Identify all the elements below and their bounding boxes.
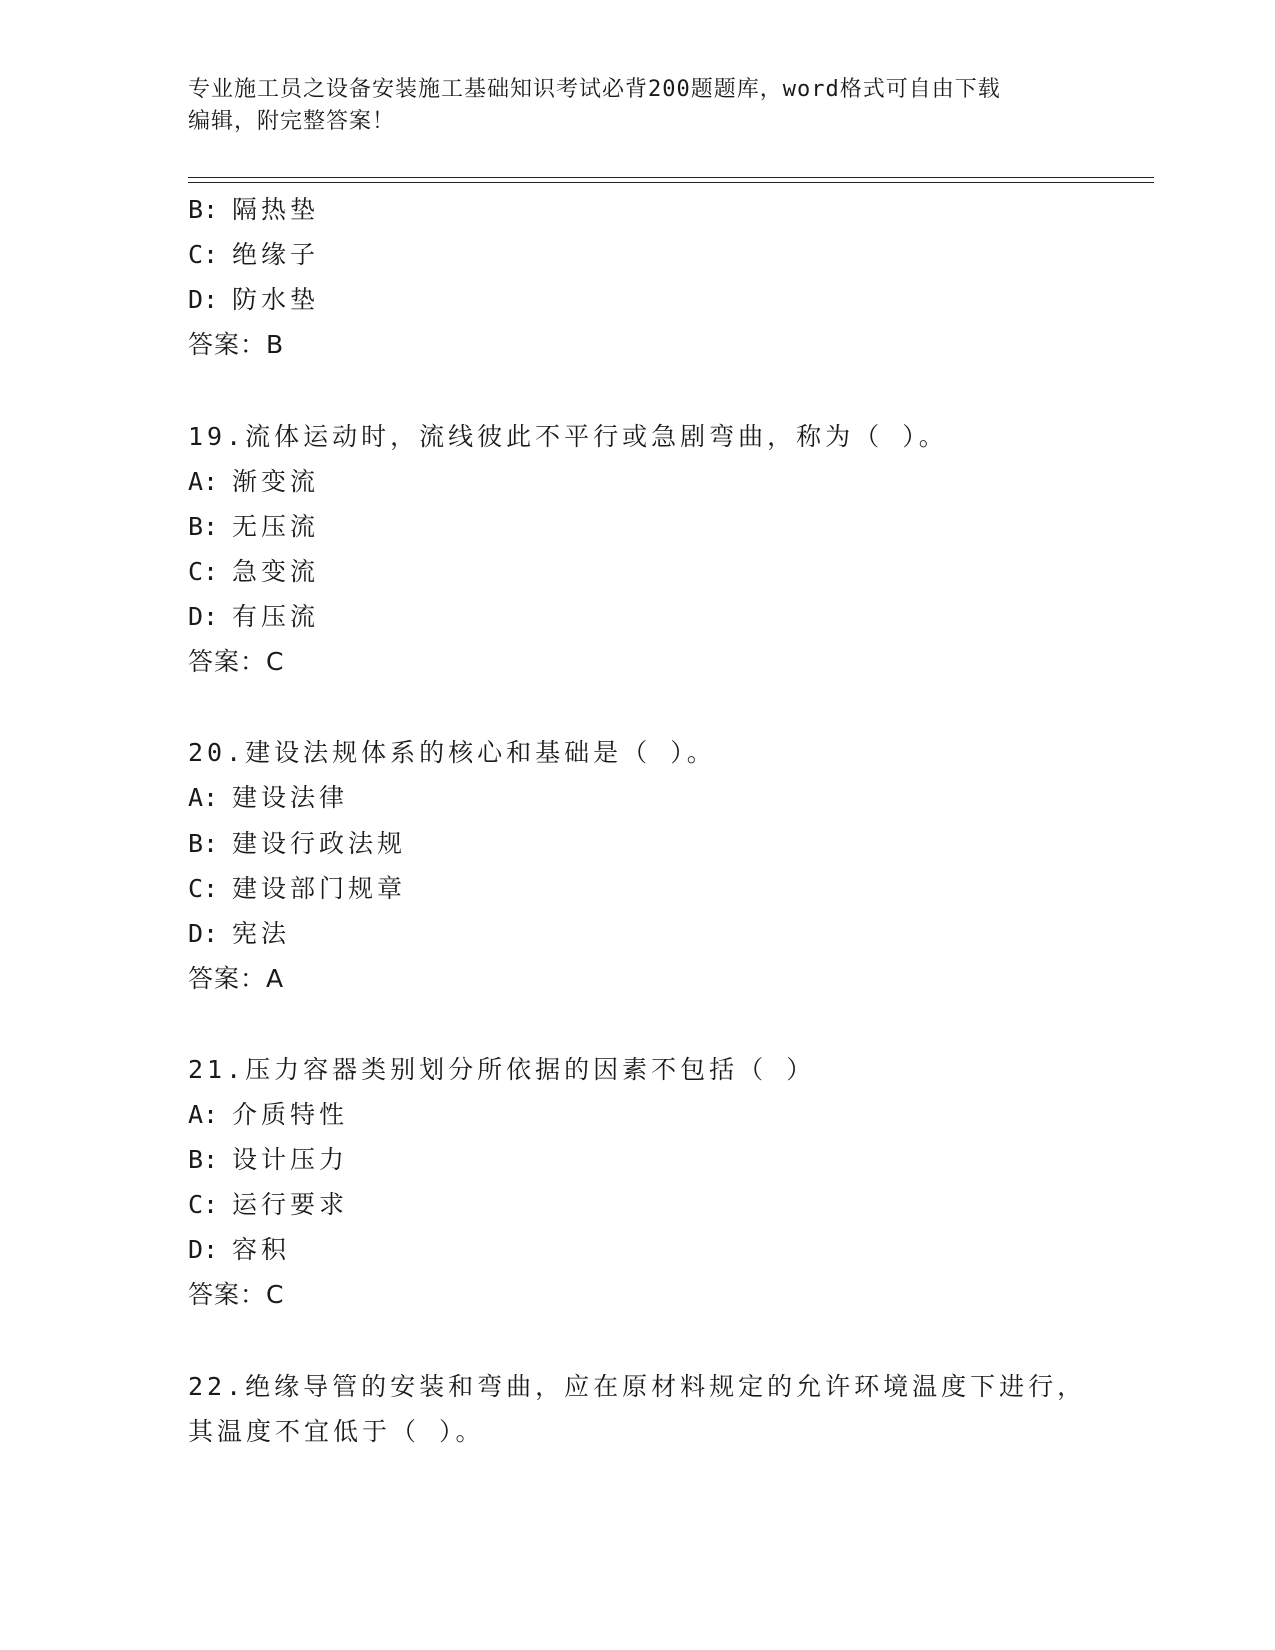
q19-option-d: [188, 601, 319, 633]
header-title-line-1: 专业施工员之设备安装施工基础知识考试必背200题题库，word格式可自由下载: [188, 77, 1001, 102]
q18-answer: 答案：B: [188, 330, 285, 359]
option-text: 介质特性: [232, 1100, 349, 1129]
option-key: B:: [188, 195, 219, 224]
q18-option-c: [188, 239, 319, 271]
q19-option-b: [188, 511, 319, 543]
q20-question: 20.建设法规体系的核心和基础是（ ）。: [188, 738, 716, 767]
option-key: C:: [188, 874, 219, 903]
q22-question-line-2: 其温度不宜低于（ ）。: [188, 1417, 485, 1446]
q19-option-a: [188, 466, 319, 498]
q21-option-b: [188, 1144, 348, 1176]
q20-answer: 答案：A: [188, 964, 285, 993]
option-key: B:: [188, 829, 219, 858]
option-key: B:: [188, 1145, 219, 1174]
option-text: 建设法律: [232, 783, 349, 812]
option-text: 设计压力: [232, 1145, 349, 1174]
option-text: 防水垫: [232, 285, 320, 314]
option-text: 容积: [232, 1235, 291, 1264]
q19-question: 19.流体运动时，流线彼此不平行或急剧弯曲，称为（ ）。: [188, 422, 948, 451]
option-text: 运行要求: [232, 1190, 349, 1219]
header-rule-bottom: [188, 182, 1154, 183]
q21-option-a: [188, 1099, 348, 1131]
option-key: B:: [188, 512, 219, 541]
q21-option-c: [188, 1189, 348, 1221]
option-text: 建设行政法规: [232, 829, 407, 858]
option-key: D:: [188, 285, 219, 314]
option-key: A:: [188, 1100, 219, 1129]
q21-option-d: [188, 1234, 290, 1266]
option-text: 宪法: [232, 919, 291, 948]
option-text: 渐变流: [232, 467, 320, 496]
option-key: A:: [188, 783, 219, 812]
q19-option-c: [188, 556, 319, 588]
option-key: D:: [188, 602, 219, 631]
option-key: C:: [188, 240, 219, 269]
q18-option-d: [188, 284, 319, 316]
option-text: 急变流: [232, 557, 320, 586]
option-text: 有压流: [232, 602, 320, 631]
option-key: C:: [188, 557, 219, 586]
option-text: 无压流: [232, 512, 320, 541]
document-header: [188, 74, 1088, 138]
q20-option-a: [188, 782, 348, 814]
q18-option-b: [188, 194, 319, 226]
q20-option-b: [188, 828, 406, 860]
header-rule-top: [188, 177, 1154, 178]
q21-question: 21.压力容器类别划分所依据的因素不包括（ ）: [188, 1055, 816, 1084]
option-key: A:: [188, 467, 219, 496]
q21-answer: 答案：C: [188, 1280, 285, 1309]
header-title-line-2: 编辑，附完整答案！: [188, 109, 396, 134]
q20-option-d: [188, 918, 290, 950]
q19-answer: 答案：C: [188, 647, 285, 676]
option-key: C:: [188, 1190, 219, 1219]
option-key: D:: [188, 1235, 219, 1264]
option-text: 绝缘子: [232, 240, 320, 269]
option-text: 隔热垫: [232, 195, 320, 224]
option-text: 建设部门规章: [232, 874, 407, 903]
option-key: D:: [188, 919, 219, 948]
q20-option-c: [188, 873, 406, 905]
q22-question-line-1: 22.绝缘导管的安装和弯曲，应在原材料规定的允许环境温度下进行，: [188, 1372, 1087, 1401]
